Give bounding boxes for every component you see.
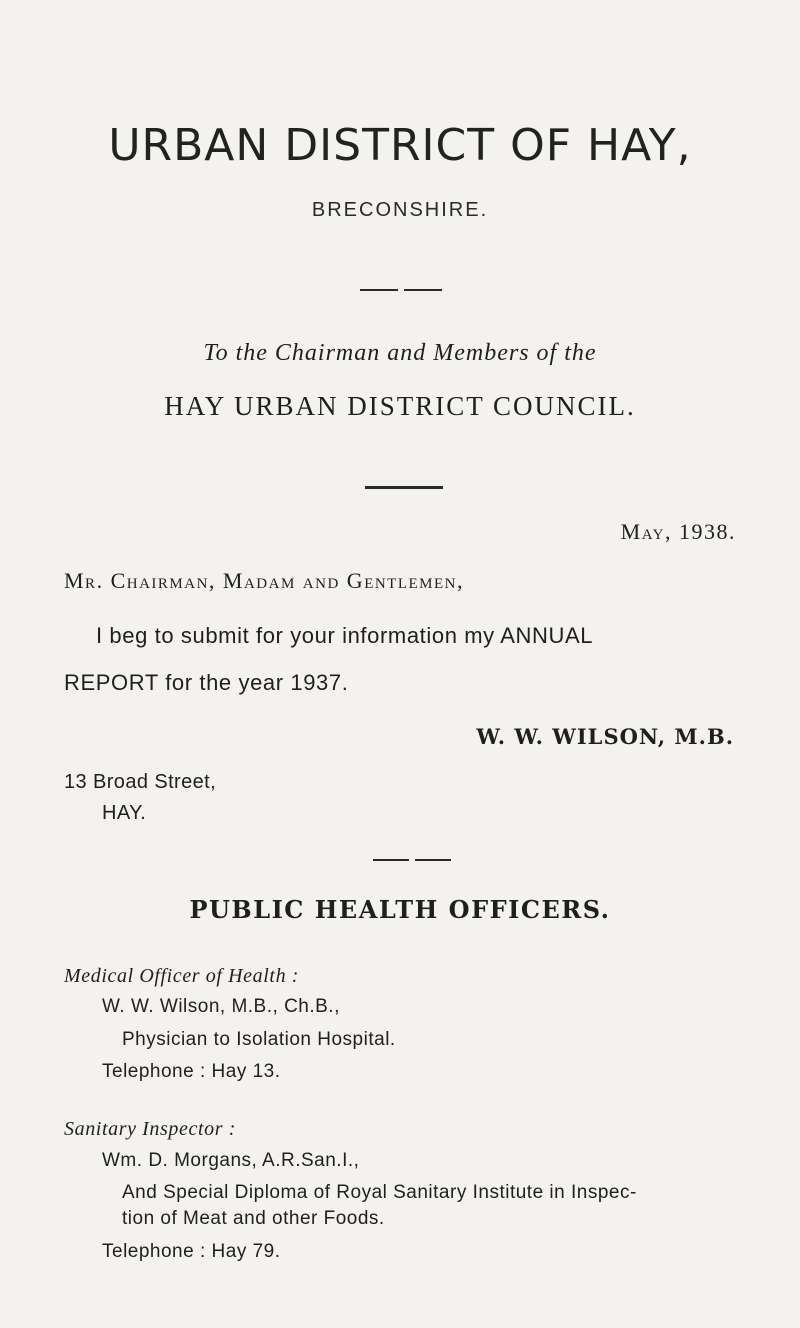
divider-short-left-2 bbox=[373, 859, 409, 861]
letter-date: May, 1938. bbox=[620, 519, 736, 544]
body-text-line-2: REPORT for the year 1937. bbox=[64, 670, 349, 695]
address-town: HAY. bbox=[102, 802, 147, 824]
addressee-line: To the Chairman and Members of the bbox=[203, 340, 597, 366]
medical-officer-telephone: Telephone : Hay 13. bbox=[102, 1061, 281, 1082]
body-text-line-1: I beg to submit for your information my ANNUAL bbox=[96, 623, 594, 648]
county-name: BRECONSHIRE. bbox=[311, 199, 489, 221]
divider-short-left bbox=[360, 289, 398, 291]
sanitary-inspector-telephone: Telephone : Hay 79. bbox=[102, 1241, 281, 1262]
salutation: Mr. Chairman, Madam and Gentlemen, bbox=[64, 568, 465, 593]
divider-solid bbox=[365, 486, 443, 489]
divider-short-right-2 bbox=[415, 859, 451, 861]
sanitary-inspector-qualification-2: tion of Meat and other Foods. bbox=[122, 1208, 385, 1229]
sanitary-inspector-role: Sanitary Inspector : bbox=[64, 1118, 236, 1140]
section-heading: PUBLIC HEALTH OFFICERS. bbox=[189, 895, 611, 924]
medical-officer-role: Medical Officer of Health : bbox=[64, 965, 300, 987]
medical-officer-name: W. W. Wilson, M.B., Ch.B., bbox=[102, 996, 340, 1017]
signature: W. W. WILSON, M.B. bbox=[476, 724, 734, 749]
document-title: URBAN DISTRICT OF HAY, bbox=[108, 120, 692, 171]
sanitary-inspector-name: Wm. D. Morgans, A.R.San.I., bbox=[102, 1150, 360, 1171]
council-name: HAY URBAN DISTRICT COUNCIL. bbox=[164, 391, 636, 421]
address-street: 13 Broad Street, bbox=[64, 771, 217, 793]
sanitary-inspector-qualification-1: And Special Diploma of Royal Sanitary Institute in Inspec- bbox=[122, 1182, 637, 1203]
divider-short-right bbox=[404, 289, 442, 291]
medical-officer-position: Physician to Isolation Hospital. bbox=[122, 1029, 396, 1050]
